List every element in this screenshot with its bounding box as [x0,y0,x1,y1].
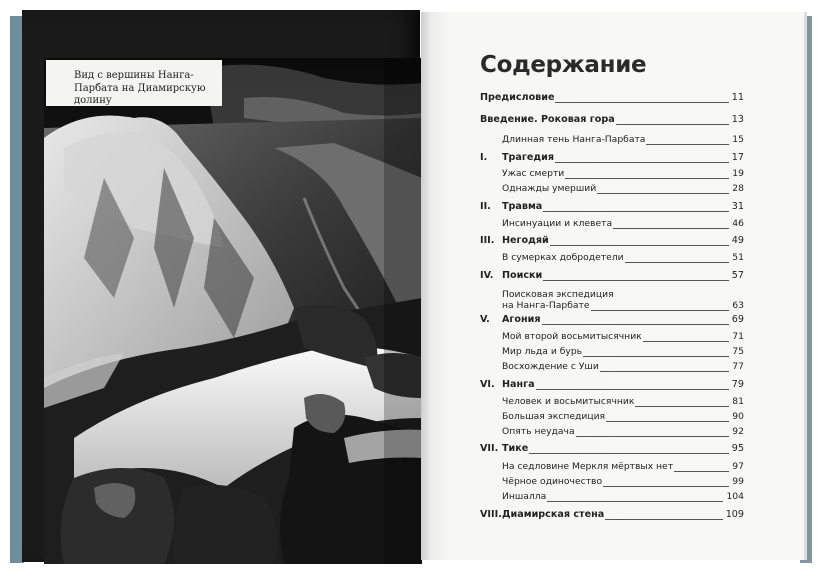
toc-entry-page: 95 [731,443,744,454]
toc-entry-title-line2: на Нанга-Парбате [502,300,590,311]
toc-entry-title: Тике [502,443,529,454]
toc-entry-title: Опять неудача [502,426,575,437]
toc-entry-title: Негодяй [502,235,549,246]
toc-heading: Содержание [480,52,647,78]
toc-entry-page: 11 [731,92,744,103]
toc-entry-title: Инсинуации и клевета [502,218,613,229]
toc-leader-line [576,436,730,437]
toc-leader-line [674,471,729,472]
toc-entry-page: 28 [732,183,744,194]
toc-leader-line [591,310,730,311]
toc-entry-title: Диамирская стена [502,509,605,520]
toc-entry-page: 81 [732,396,744,407]
toc-leader-line [583,356,729,357]
toc-entry-page: 46 [732,218,744,229]
toc-entry-title: Ужас смерти [502,168,565,179]
toc-entry-title: На седловине Меркля мёртвых нет [502,461,674,472]
toc-entry-title: Введение. Роковая гора [480,114,615,125]
toc-entry-title: Человек и восьмитысячник [502,396,635,407]
toc-entry-number: III. [480,235,495,246]
toc-leader-line [543,280,729,281]
toc-leader-line [603,486,729,487]
toc-leader-line [543,211,729,212]
toc-entry-title: Большая экспедиция [502,411,606,422]
toc-entry-title: Однажды умерший [502,183,597,194]
toc-entry-page: 77 [732,361,744,372]
toc-leader-line [565,178,729,179]
toc-entry-page: 51 [732,252,744,263]
toc-entry-number: V. [480,314,490,325]
toc-leader-line [542,324,729,325]
toc-entry-title: Иншалла [502,491,547,502]
toc-leader-line [625,262,730,263]
toc-entry-number: VII. [480,443,499,454]
toc-leader-line [605,519,722,520]
toc-leader-line [646,144,729,145]
toc-entry-page: 92 [732,426,744,437]
toc-entry-page: 69 [731,314,744,325]
toc-entry-number: IV. [480,270,494,281]
toc-entry-page: 90 [732,411,744,422]
toc-entry-page: 75 [732,346,744,357]
toc-entry-number: VIII. [480,509,502,520]
toc-entry-title: Предисловие [480,92,555,103]
toc-entry-title: Восхождение с Уши [502,361,599,372]
toc-entry-title: Травма [502,201,543,212]
toc-entry-number: I. [480,152,488,163]
toc-entry-page: 104 [726,491,744,502]
toc-leader-line [536,389,729,390]
toc-entry-title: Агония [502,314,541,325]
toc-entry-page: 97 [732,461,744,472]
toc-entry-title: Длинная тень Нанга-Парбата [502,134,646,145]
toc-entry-title: Нанга [502,379,535,390]
toc-entry-page: 99 [732,476,744,487]
toc-entry-page: 49 [731,235,744,246]
toc-leader-line [550,245,729,246]
mountain-photo [44,58,422,564]
table-of-contents [480,0,744,570]
toc-leader-line [555,102,728,103]
toc-entry-title: Чёрное одиночество [502,476,603,487]
toc-leader-line [555,162,729,163]
toc-entry-page: 19 [732,168,744,179]
toc-leader-line [606,421,729,422]
toc-entry-title: Поиски [502,270,543,281]
toc-entry-number: II. [480,201,491,212]
toc-entry-page: 63 [732,300,744,311]
toc-leader-line [600,371,729,372]
toc-entry-title: Мой второй восьмитысячник [502,331,642,342]
toc-entry-page: 15 [732,134,744,145]
toc-leader-line [529,453,728,454]
toc-entry-number: VI. [480,379,495,390]
toc-entry-page: 13 [731,114,744,125]
toc-leader-line [643,341,730,342]
toc-entry-title: Мир льда и бурь [502,346,583,357]
toc-entry-page: 79 [731,379,744,390]
toc-entry-page: 109 [725,509,744,520]
toc-leader-line [547,501,723,502]
toc-entry-title: Поисковая экспедиция [502,289,614,300]
toc-leader-line [613,228,729,229]
toc-entry-title: Трагедия [502,152,555,163]
toc-leader-line [616,124,729,125]
toc-leader-line [635,406,729,407]
toc-entry-page: 17 [731,152,744,163]
toc-entry-page: 71 [732,331,744,342]
toc-entry-title: В сумерках добродетели [502,252,624,263]
toc-entry-page: 57 [731,270,744,281]
toc-leader-line [597,193,729,194]
toc-entry-page: 31 [731,201,744,212]
photo-caption: Вид с вершины Нанга- Парбата на Диамирскую долину [46,60,222,106]
